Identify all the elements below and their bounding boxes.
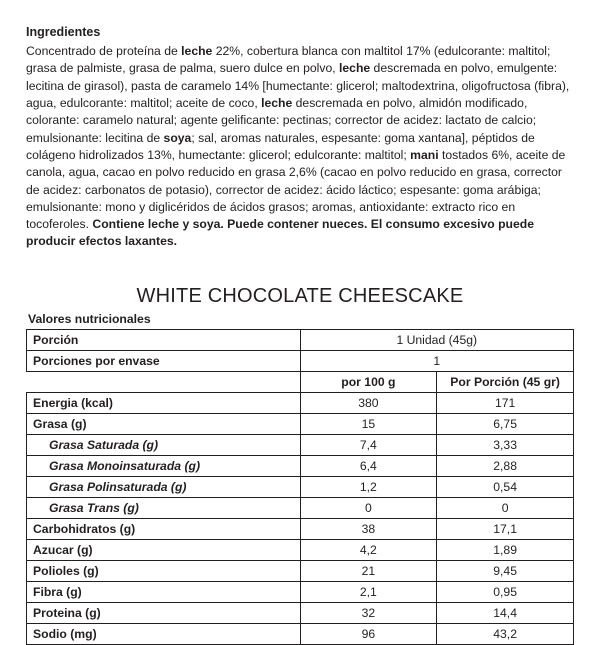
nutrient-name: Fibra (g)	[27, 581, 301, 602]
nutrient-name: Azucar (g)	[27, 539, 301, 560]
value-per-portion: 14,4	[437, 602, 574, 623]
nutrient-name: Polioles (g)	[27, 560, 301, 581]
value-per-portion: 0	[437, 497, 574, 518]
table-row	[27, 413, 574, 434]
table-row	[27, 434, 574, 455]
table-row-servings	[27, 350, 574, 371]
portion-value: 1 Unidad (45g)	[300, 329, 574, 350]
nutrient-name: Grasa Monoinsaturada (g)	[27, 455, 301, 476]
nutrition-table	[26, 329, 574, 645]
value-per-100g: 7,4	[300, 434, 437, 455]
value-per-100g: 96	[300, 623, 437, 644]
value-per-portion: 3,33	[437, 434, 574, 455]
header-spacer	[27, 371, 301, 392]
servings-value: 1	[300, 350, 574, 371]
value-per-100g: 6,4	[300, 455, 437, 476]
value-per-portion: 43,2	[437, 623, 574, 644]
servings-label: Porciones por envase	[27, 350, 301, 371]
table-row	[27, 581, 574, 602]
product-title: WHITE CHOCOLATE CHEESCAKE	[136, 284, 464, 307]
value-per-100g: 38	[300, 518, 437, 539]
table-row	[27, 497, 574, 518]
value-per-100g: 380	[300, 392, 437, 413]
nutrient-name: Grasa (g)	[27, 413, 301, 434]
value-per-portion: 0,95	[437, 581, 574, 602]
nutrient-name: Proteina (g)	[27, 602, 301, 623]
value-per-100g: 0	[300, 497, 437, 518]
table-row	[27, 560, 574, 581]
table-row	[27, 476, 574, 497]
nutrient-name: Grasa Trans (g)	[27, 497, 301, 518]
nutrient-name: Sodio (mg)	[27, 623, 301, 644]
table-row	[27, 392, 574, 413]
value-per-100g: 1,2	[300, 476, 437, 497]
table-row	[27, 602, 574, 623]
nutrient-name: Energia (kcal)	[27, 392, 301, 413]
value-per-portion: 171	[437, 392, 574, 413]
nutrient-name: Grasa Polinsaturada (g)	[27, 476, 301, 497]
table-row	[27, 455, 574, 476]
value-per-100g: 32	[300, 602, 437, 623]
column-header-per-100g: por 100 g	[300, 371, 437, 392]
value-per-portion: 6,75	[437, 413, 574, 434]
value-per-portion: 9,45	[437, 560, 574, 581]
value-per-100g: 15	[300, 413, 437, 434]
ingredients-text: Concentrado de proteína de leche 22%, cobertura blanca con maltitol 17% (edulcorante: maltitol; grasa de palmiste, grasa de palma, suero dulce en polvo, leche descremada en polvo, emulgente: lecitina de girasol), pasta de caramelo 14% [humectante: glicerol; maltodextrina, oligofructosa (fibra), agua, edulcorante: maltitol; aceite de coco, leche descremada en polvo, almidón modificado, colorante: caramelo natural; agente gelificante: pectinas; corrector de acidez: lactato de calcio; emulsionante: lecitina de soya; sal, aromas naturales, espesante: goma xantana], péptidos de colágeno hidrolizados 13%, humectante: glicerol; edulcorante: maltitol; mani tostados 6%, aceite de canola, agua, cacao en polvo reducido en grasa 2,6% (cacao en polvo reducido en grasa, corrector de acidez: carbonatos de potasio), corrector de acidez: ácido láctico; espesante: goma arábiga; emulsionante: mono y diglicéridos de ácidos grasos; aromas, antioxidante: extracto rico en tocoferoles. Contiene leche y soya. Puede contener nueces. El consumo excesivo puede producir efectos laxantes.	[26, 43, 570, 249]
nutrition-table-body	[27, 329, 574, 644]
value-per-portion: 2,88	[437, 455, 574, 476]
value-per-portion: 1,89	[437, 539, 574, 560]
table-row-portion	[27, 329, 574, 350]
table-header-row	[27, 371, 574, 392]
portion-label: Porción	[27, 329, 301, 350]
value-per-100g: 2,1	[300, 581, 437, 602]
value-per-100g: 4,2	[300, 539, 437, 560]
value-per-portion: 17,1	[437, 518, 574, 539]
nutrition-table-label: Valores nutricionales	[28, 311, 151, 326]
table-row	[27, 623, 574, 644]
nutrient-name: Grasa Saturada (g)	[27, 434, 301, 455]
nutrient-name: Carbohidratos (g)	[27, 518, 301, 539]
table-row	[27, 539, 574, 560]
column-header-per-portion: Por Porción (45 gr)	[437, 371, 574, 392]
value-per-100g: 21	[300, 560, 437, 581]
table-row	[27, 518, 574, 539]
ingredients-heading: Ingredientes	[26, 25, 101, 39]
value-per-portion: 0,54	[437, 476, 574, 497]
